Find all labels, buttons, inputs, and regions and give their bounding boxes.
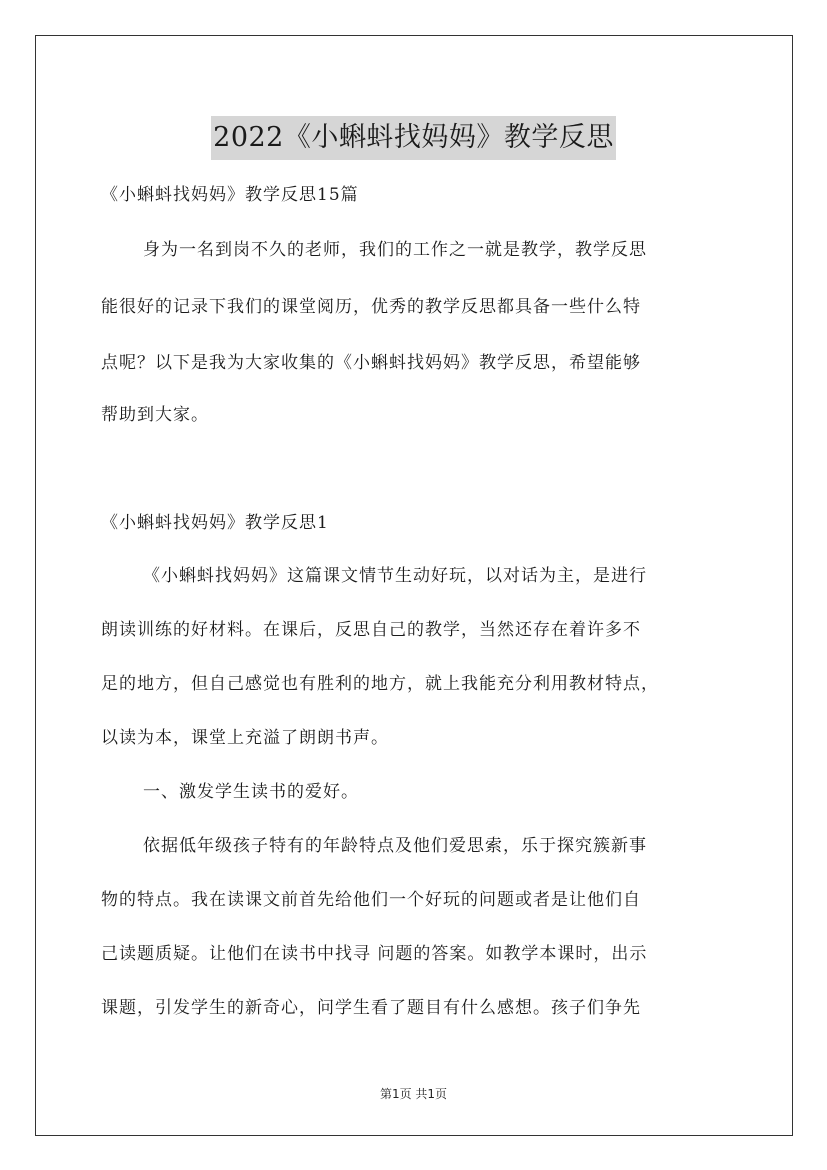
section-line-4: 以读为本，课堂上充溢了朗朗书声。 bbox=[101, 728, 389, 748]
section-line-1: 《小蝌蚪找妈妈》这篇课文情节生动好玩，以对话为主，是进行 bbox=[143, 566, 647, 586]
page-footer: 第1页 共1页 bbox=[379, 1087, 448, 1101]
title-container bbox=[0, 98, 827, 178]
section-line-2: 朗读训练的好材料。在课后，反思自己的教学，当然还存在着许多不 bbox=[101, 620, 641, 640]
section-line-8: 己读题质疑。让他们在读书中找寻 问题的答案。如教学本课时，出示 bbox=[101, 944, 648, 964]
section-line-9: 课题，引发学生的新奇心，问学生看了题目有什么感想。孩子们争先 bbox=[101, 998, 641, 1018]
section-line-7: 物的特点。我在读课文前首先给他们一个好玩的问题或者是让他们自 bbox=[101, 890, 641, 910]
intro-line-3: 点呢？以下是我为大家收集的《小蝌蚪找妈妈》教学反思，希望能够 bbox=[101, 353, 641, 373]
section-heading: 《小蝌蚪找妈妈》教学反思1 bbox=[101, 513, 329, 533]
document-subtitle: 《小蝌蚪找妈妈》教学反思15篇 bbox=[101, 185, 359, 205]
intro-line-2: 能很好的记录下我们的课堂阅历，优秀的教学反思都具备一些什么特 bbox=[101, 297, 641, 317]
intro-line-4: 帮助到大家。 bbox=[101, 405, 209, 425]
document-title: 2022《小蝌蚪找妈妈》教学反思 bbox=[211, 116, 616, 160]
section-line-6: 依据低年级孩子特有的年龄特点及他们爱思索，乐于探究簇新事 bbox=[143, 836, 647, 856]
section-line-3: 足的地方，但自己感觉也有胜利的地方，就上我能充分利用教材特点， bbox=[101, 674, 659, 694]
section-point-heading: 一、激发学生读书的爱好。 bbox=[143, 782, 359, 802]
intro-line-1: 身为一名到岗不久的老师，我们的工作之一就是教学，教学反思 bbox=[143, 240, 647, 260]
